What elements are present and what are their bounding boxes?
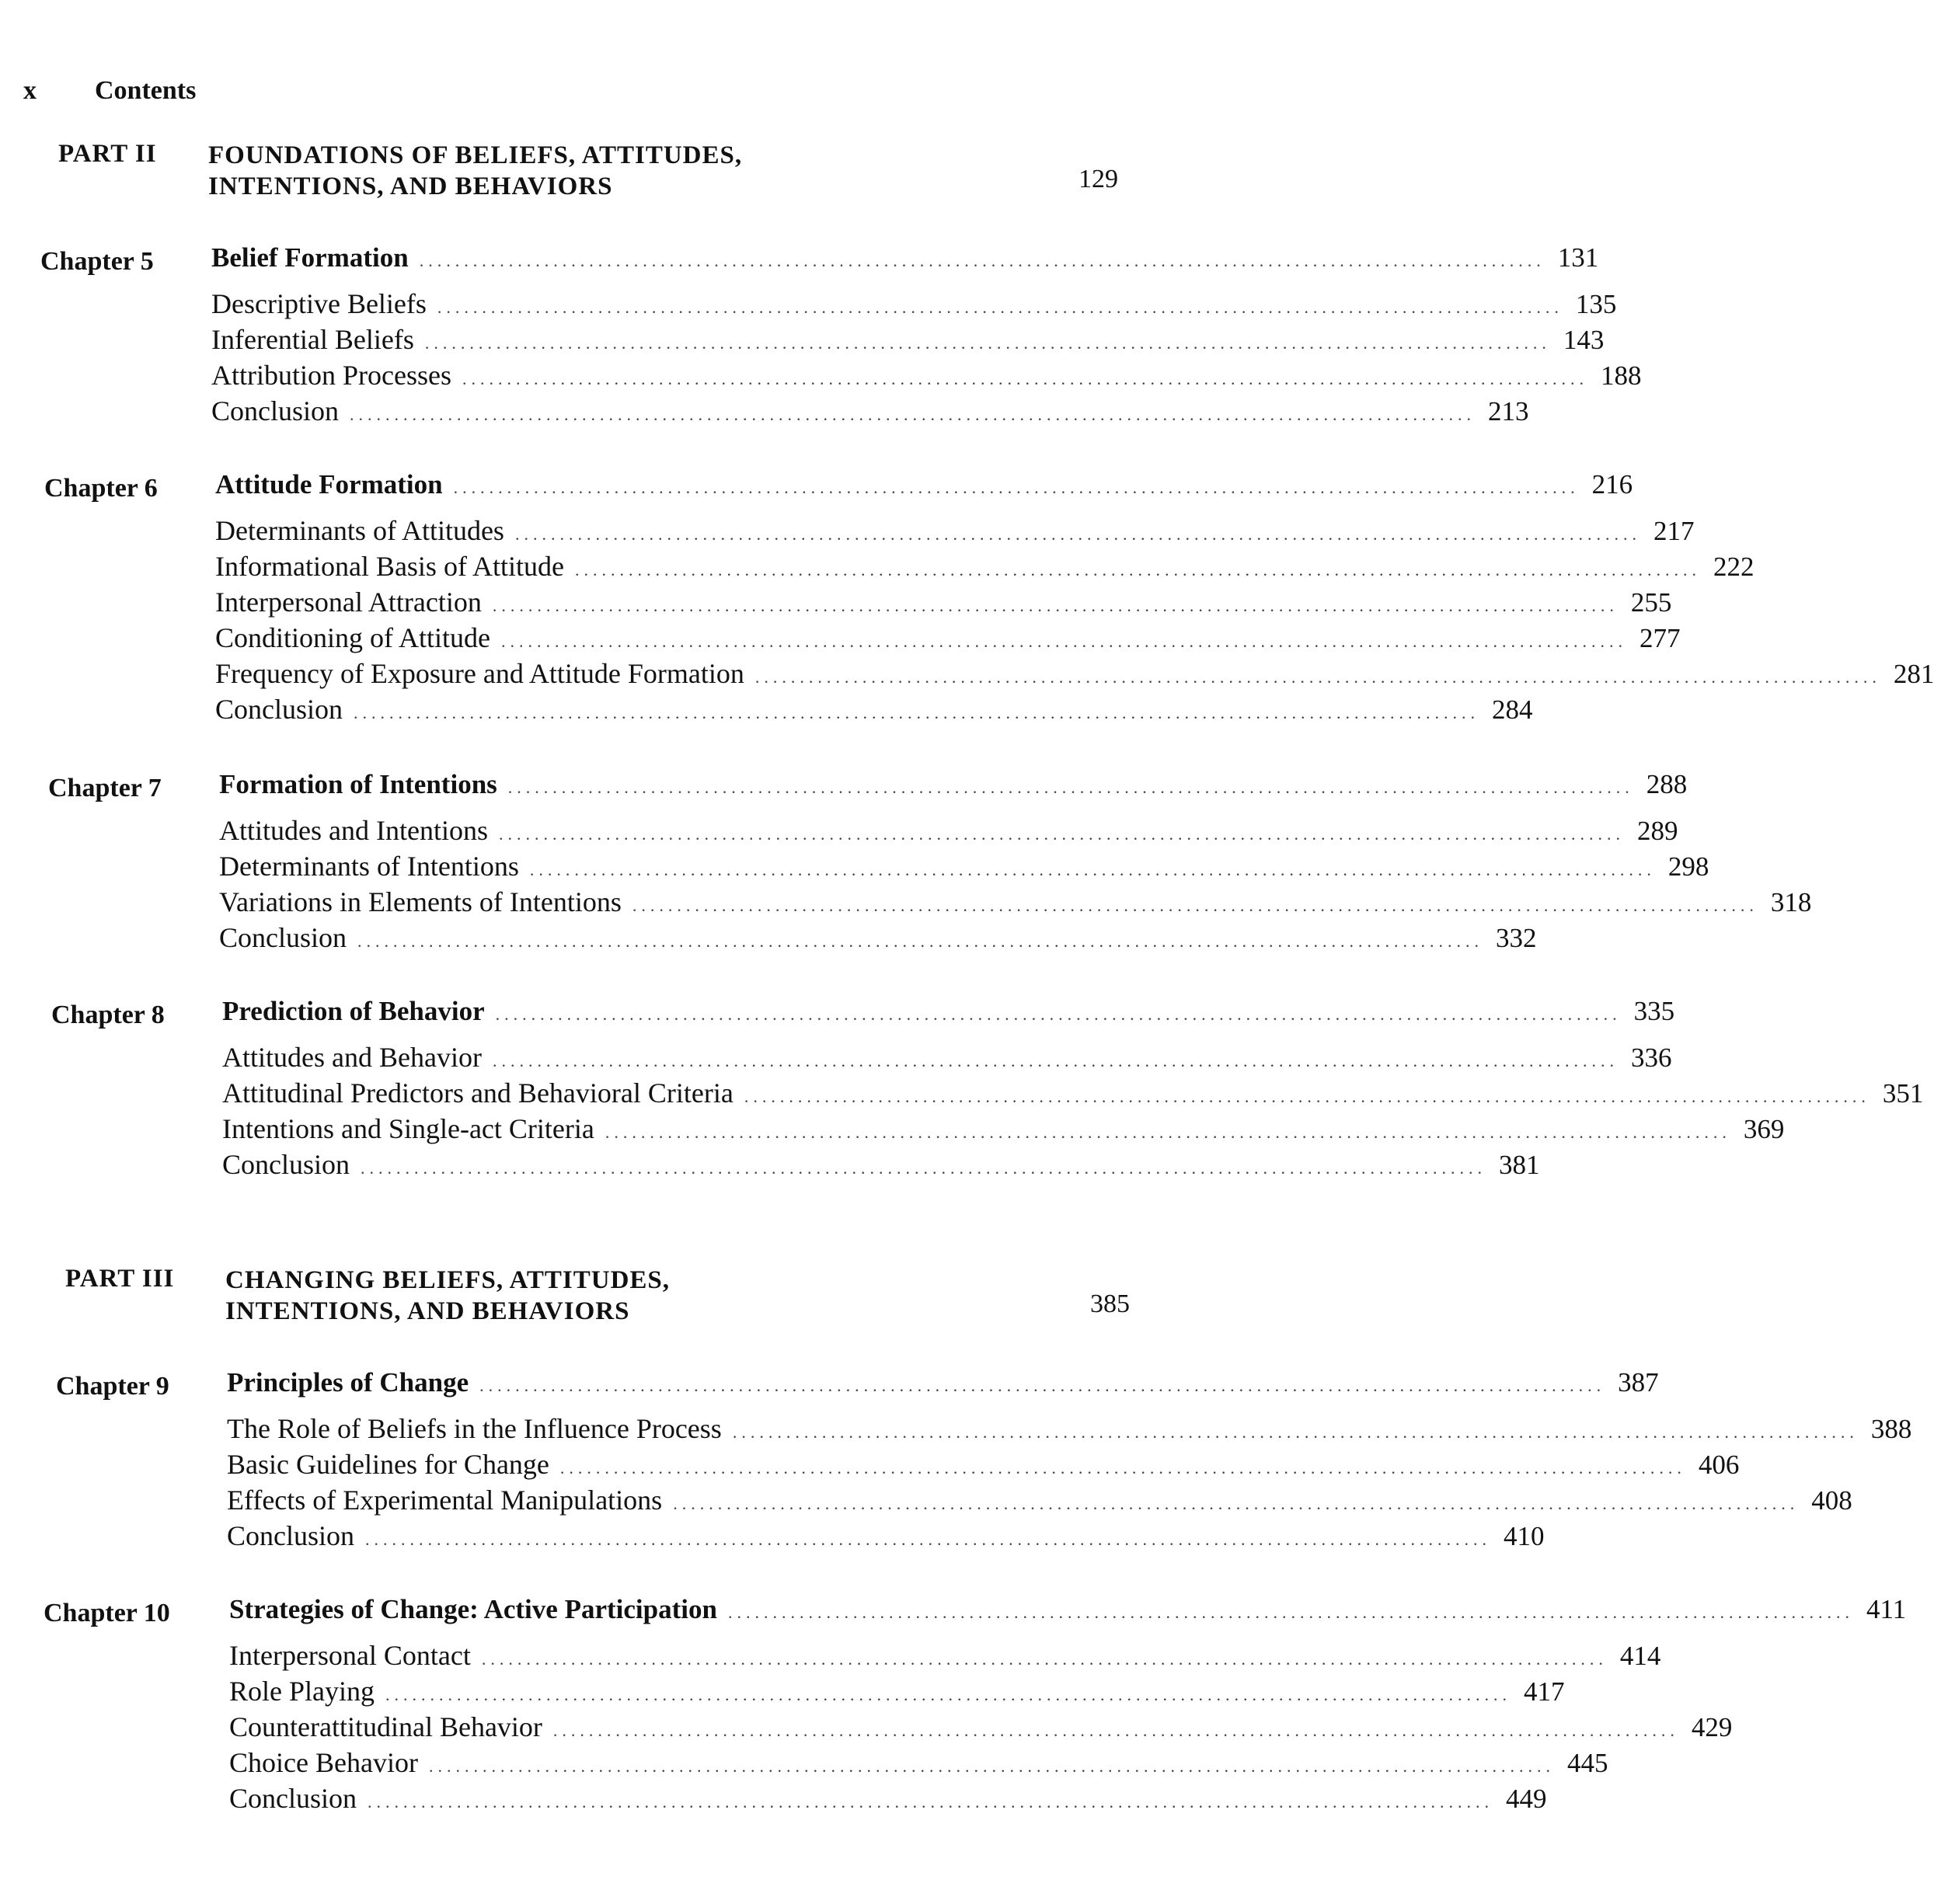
chapter-title-entry[interactable]: Prediction of Behavior .............................................................................................................................. 335 [222, 996, 1675, 1026]
toc-entry[interactable]: Conclusion .............................................................................................................................. 213 [211, 395, 1529, 426]
chapter-title: Belief Formation [211, 242, 409, 273]
part-title: CHANGING BELIEFS, ATTITUDES, INTENTIONS, AND BEHAVIORS [225, 1266, 671, 1325]
toc-entry[interactable]: The Role of Beliefs in the Influence Process .............................................................................................................................. 388 [227, 1413, 1912, 1444]
toc-entry[interactable]: Informational Basis of Attitude .............................................................................................................................. 222 [215, 551, 1755, 582]
chapter-title: Strategies of Change: Active Participation [229, 1594, 717, 1624]
toc-entry[interactable]: Role Playing .............................................................................................................................. 417 [229, 1676, 1565, 1707]
page-header [23, 76, 197, 106]
page-number: 288 [1646, 769, 1688, 799]
toc-entry[interactable]: Determinants of Attitudes .............................................................................................................................. 217 [215, 515, 1695, 546]
toc-entry[interactable]: Attitudes and Behavior .............................................................................................................................. 336 [222, 1042, 1672, 1073]
chapter-label: Chapter 8 [51, 1001, 165, 1029]
part-page-number: 385 [1090, 1290, 1130, 1318]
toc-entry[interactable]: Attitudes and Intentions .............................................................................................................................. 289 [219, 815, 1678, 846]
toc-entry[interactable]: Attitudinal Predictors and Behavioral Criteria .............................................................................................................................. 351 [222, 1077, 1924, 1109]
chapter-title-entry[interactable]: Attitude Formation .............................................................................................................................. 216 [215, 469, 1633, 499]
toc-entry[interactable]: Conclusion .............................................................................................................................. 410 [227, 1520, 1545, 1551]
chapter-title: Attitude Formation [215, 469, 443, 499]
toc-entry[interactable]: Conclusion .............................................................................................................................. 284 [215, 694, 1533, 725]
toc-entry[interactable]: Conclusion .............................................................................................................................. 332 [219, 922, 1537, 953]
chapter-title: Prediction of Behavior [222, 996, 485, 1026]
part-label: PART II [58, 140, 157, 168]
chapter-label: Chapter 5 [40, 247, 154, 276]
page-numeral: x [23, 76, 37, 105]
toc-entry[interactable]: Inferential Beliefs .............................................................................................................................. 143 [211, 324, 1605, 355]
chapter-title-entry[interactable]: Principles of Change .............................................................................................................................. 387 [227, 1367, 1659, 1398]
chapter-title-entry[interactable]: Strategies of Change: Active Participation .............................................................................................................................. 411 [229, 1594, 1907, 1624]
chapter-label: Chapter 6 [44, 474, 158, 503]
part-page-number: 129 [1079, 165, 1118, 193]
chapter-title-entry[interactable]: Belief Formation .............................................................................................................................. 131 [211, 242, 1599, 273]
toc-entry[interactable]: Effects of Experimental Manipulations .............................................................................................................................. 408 [227, 1485, 1852, 1516]
chapter-label: Chapter 9 [56, 1372, 169, 1401]
toc-entry[interactable]: Conclusion .............................................................................................................................. 381 [222, 1149, 1540, 1180]
toc-entry[interactable]: Conclusion .............................................................................................................................. 449 [229, 1783, 1547, 1814]
toc-entry[interactable]: Interpersonal Attraction .............................................................................................................................. 255 [215, 587, 1672, 618]
chapter-label: Chapter 7 [48, 774, 162, 802]
toc-entry[interactable]: Basic Guidelines for Change .............................................................................................................................. 406 [227, 1449, 1740, 1480]
chapter-title: Formation of Intentions [219, 769, 497, 799]
running-title: Contents [95, 76, 197, 105]
chapter-title: Principles of Change [227, 1367, 469, 1398]
toc-entry[interactable]: Choice Behavior .............................................................................................................................. 445 [229, 1747, 1608, 1778]
page-number: 131 [1557, 242, 1599, 273]
toc-entry[interactable]: Descriptive Beliefs .............................................................................................................................. 135 [211, 288, 1617, 319]
chapter-title-entry[interactable]: Formation of Intentions .............................................................................................................................. 288 [219, 769, 1688, 799]
page-number: 387 [1618, 1367, 1659, 1398]
page-number: 411 [1866, 1594, 1907, 1624]
toc-entry[interactable]: Intentions and Single-act Criteria .............................................................................................................................. 369 [222, 1113, 1785, 1144]
toc-entry[interactable]: Variations in Elements of Intentions .............................................................................................................................. 318 [219, 886, 1812, 917]
page-number: 216 [1591, 469, 1633, 499]
toc-entry[interactable]: Counterattitudinal Behavior .............................................................................................................................. 429 [229, 1711, 1733, 1742]
toc-entry[interactable]: Conditioning of Attitude .............................................................................................................................. 277 [215, 622, 1681, 653]
toc-entry[interactable]: Interpersonal Contact .............................................................................................................................. 414 [229, 1640, 1661, 1671]
toc-entry[interactable]: Determinants of Intentions .............................................................................................................................. 298 [219, 851, 1709, 882]
chapter-label: Chapter 10 [44, 1599, 170, 1627]
page-number: 335 [1633, 996, 1675, 1026]
toc-entry[interactable]: Attribution Processes .............................................................................................................................. 188 [211, 360, 1642, 391]
toc-entry[interactable]: Frequency of Exposure and Attitude Formation .............................................................................................................................. 281 [215, 658, 1934, 689]
part-label: PART III [65, 1265, 175, 1293]
part-title: FOUNDATIONS OF BELIEFS, ATTITUDES, INTENTIONS, AND BEHAVIORS [208, 141, 743, 200]
